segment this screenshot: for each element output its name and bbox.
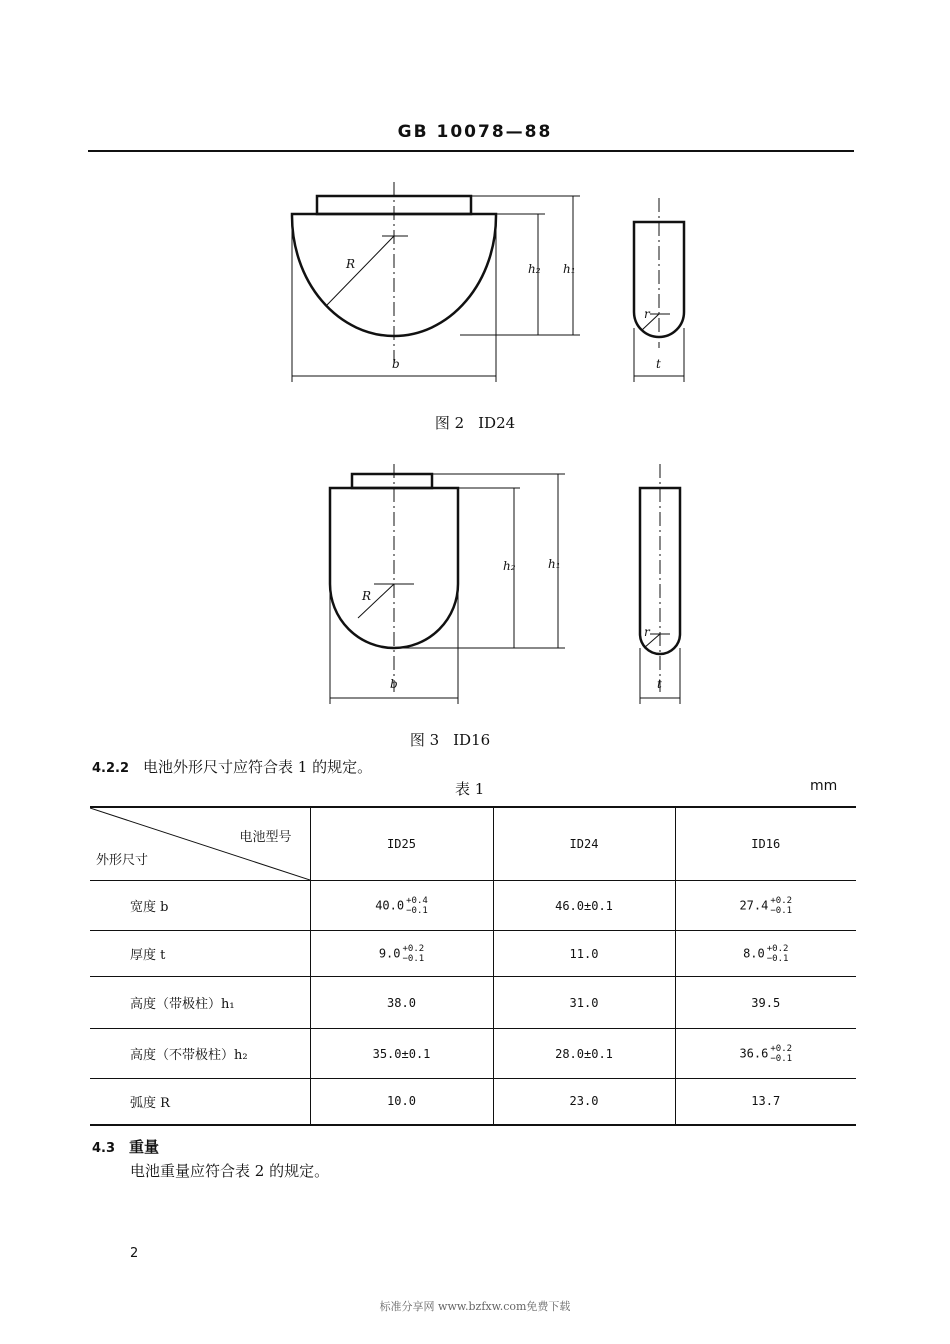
table-1-title: 表 1 <box>455 780 485 798</box>
table-header-row <box>90 807 856 881</box>
section-4-3-text: 电池重量应符合表 2 的规定。 <box>130 1162 330 1180</box>
fig3-label-t: t <box>657 677 662 691</box>
fig3-label-h1: h₁ <box>548 557 561 571</box>
figure-3-caption <box>300 729 600 750</box>
corner-label-model: 电池型号 <box>239 830 292 845</box>
cell-r-id16: 13.7 <box>675 1079 856 1125</box>
section-4-3-heading <box>92 1136 159 1157</box>
cell-width-id24: 46.0±0.1 <box>493 881 675 931</box>
fig2-label-t: t <box>656 357 661 371</box>
section-4-3-number: 4.3 <box>92 1141 116 1156</box>
cell-h2-id16: 36.6 +0.2 −0.1 <box>675 1029 856 1079</box>
table-row <box>90 1029 856 1079</box>
table-row <box>90 977 856 1029</box>
column-header-id24: ID24 <box>493 807 675 881</box>
id16-terminal <box>352 474 432 488</box>
figure-2-caption-model: ID24 <box>478 414 516 432</box>
figure-3-caption-label: 图 3 <box>409 731 440 749</box>
figure-2-drawing <box>280 178 700 388</box>
standard-code: GB 10078—88 <box>397 122 553 142</box>
table-row <box>90 881 856 931</box>
section-4-3-title: 重量 <box>129 1138 160 1156</box>
section-4-2-2-text: 电池外形尺寸应符合表 1 的规定。 <box>143 758 373 776</box>
fig3-label-r: r <box>644 625 650 639</box>
fig3-label-h2: h₂ <box>503 559 516 573</box>
fig2-label-b: b <box>392 357 400 371</box>
cell-r-id25: 10.0 <box>310 1079 493 1125</box>
fig3-label-b: b <box>390 677 398 691</box>
figure-3-caption-model: ID16 <box>453 731 491 749</box>
table-corner-cell <box>90 807 310 881</box>
row-label-height-with-terminal: 高度（带极柱）h₁ <box>90 977 310 1029</box>
fig3-label-R: R <box>362 589 372 603</box>
cell-h2-id25: 35.0±0.1 <box>310 1029 493 1079</box>
corner-label-dimension: 外形尺寸 <box>96 853 149 868</box>
section-4-2-2 <box>92 756 372 777</box>
footer-watermark: 标准分享网 www.bzfxw.com免费下载 <box>379 1300 571 1313</box>
page-number: 2 <box>130 1246 139 1261</box>
column-header-id25: ID25 <box>310 807 493 881</box>
table-row <box>90 931 856 977</box>
cell-h1-id25: 38.0 <box>310 977 493 1029</box>
cell-h1-id16: 39.5 <box>675 977 856 1029</box>
fig2-label-h1: h₁ <box>563 262 576 276</box>
fig2-label-R: R <box>346 257 356 271</box>
column-header-id16: ID16 <box>675 807 856 881</box>
cell-width-id16: 27.4 +0.2 −0.1 <box>675 881 856 931</box>
header-rule <box>88 150 854 152</box>
fig2-label-h2: h₂ <box>528 262 541 276</box>
cell-h1-id24: 31.0 <box>493 977 675 1029</box>
row-label-thickness: 厚度 t <box>90 931 310 977</box>
row-label-radius: 弧度 R <box>90 1079 310 1125</box>
figure-2-caption-label: 图 2 <box>434 414 465 432</box>
cell-thickness-id25: 9.0 +0.2 −0.1 <box>310 931 493 977</box>
table-row <box>90 1079 856 1125</box>
row-label-height-without-terminal: 高度（不带极柱）h₂ <box>90 1029 310 1079</box>
cell-h2-id24: 28.0±0.1 <box>493 1029 675 1079</box>
table-1 <box>90 806 856 1126</box>
figure-3-drawing <box>320 460 700 710</box>
table-1-unit: mm <box>810 778 838 794</box>
cell-thickness-id16: 8.0 +0.2 −0.1 <box>675 931 856 977</box>
cell-r-id24: 23.0 <box>493 1079 675 1125</box>
section-4-2-2-number: 4.2.2 <box>92 761 130 776</box>
figure-2-caption <box>325 412 625 433</box>
cell-width-id25: 40.0 +0.4 −0.1 <box>310 881 493 931</box>
cell-thickness-id24: 11.0 <box>493 931 675 977</box>
fig2-label-r: r <box>644 307 650 321</box>
row-label-width: 宽度 b <box>90 881 310 931</box>
